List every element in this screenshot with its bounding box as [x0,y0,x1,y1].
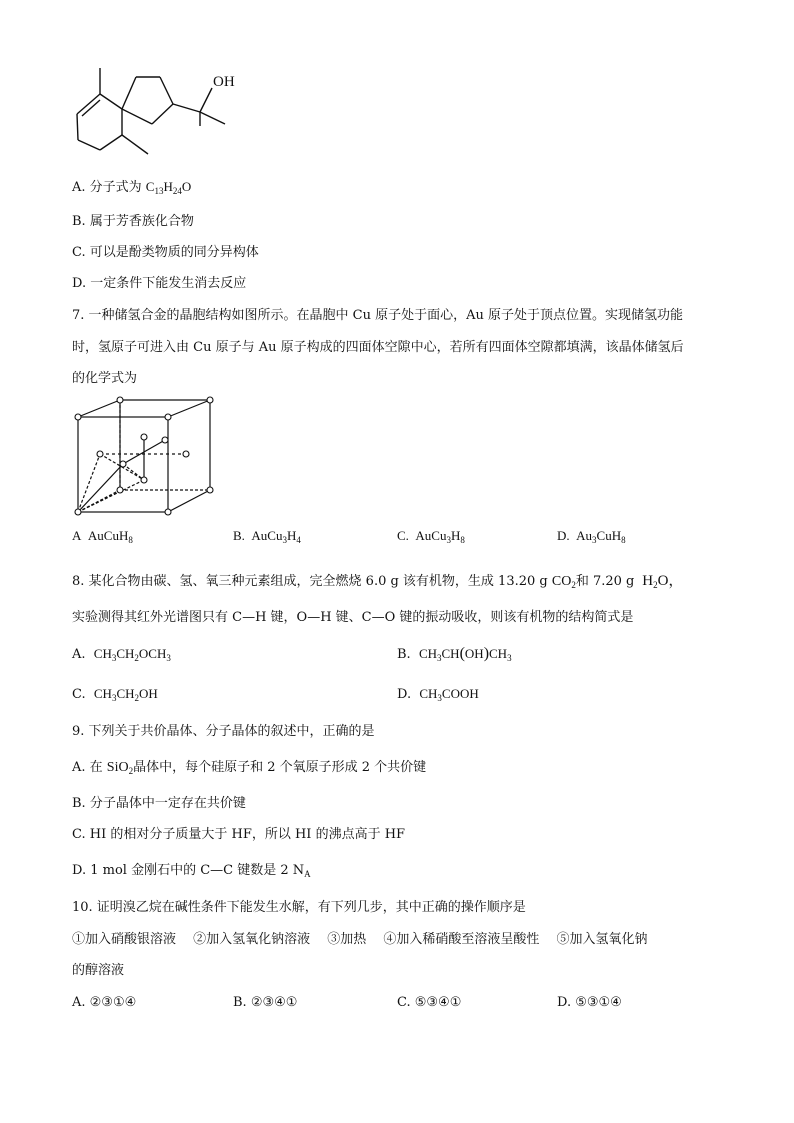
q9-option-c: C. HI 的相对分子质量大于 HF，所以 HI 的沸点高于 HF [72,827,406,842]
q6-option-b: B. 属于芳香族化合物 [72,214,194,229]
q7-stem-line1: 7. 一种储氢合金的晶胞结构如图所示。在晶胞中 Cu 原子处于面心，Au 原子处于顶点位置。实现储氢功能 [72,308,684,323]
q8-stem-line2: 实验测得其红外光谱图只有 C—H 键，O—H 键、C—O 键的振动吸收，则该有机物的结构简式是 [72,610,634,625]
crystal-cell-diagram [70,392,230,522]
q7-stem-line2: 时，氢原子可进入由 Cu 原子与 Au 原子构成的四面体空隙中心，若所有四面体空隙都填满，该晶体储氢后 [72,340,684,355]
molecule-structure [60,62,260,162]
q10-option-c: C. ⑤③④① [397,995,462,1010]
q6-option-d: D. 一定条件下能发生消去反应 [72,276,247,291]
q7-option-a: A AuCuH$_8$ [72,528,133,545]
q10-stem: 10. 证明溴乙烷在碱性条件下能发生水解，有下列几步，其中正确的操作顺序是 [72,900,526,915]
q10-option-d: D. ⑤③①④ [557,995,622,1010]
q9-option-a: A. 在 SiO$_2$晶体中，每个硅原子和 2 个氧原子形成 2 个共价键 [72,760,427,776]
q6-option-a: A. 分子式为 $C_{13}H_{24}O$ [72,179,192,196]
q8-stem-line1: 8. 某化合物由碳、氢、氧三种元素组成，完全燃烧 6.0 g 该有机物，生成 13.20 g $CO_2$和 7.20 g $H_2O$， [72,573,684,590]
q7-stem-line3: 的化学式为 [72,371,138,386]
q8-option-a: A. $CH_3CH_2OCH_3$ [72,646,171,663]
q10-steps-cont: 的醇溶液 [72,963,125,978]
oh-label: OH [213,74,235,90]
q9-stem: 9. 下列关于共价晶体、分子晶体的叙述中，正确的是 [72,724,375,739]
q10-option-b: B. ②③④① [233,995,298,1010]
q10-option-a: A. ②③①④ [72,995,137,1010]
q8-option-d: D. $CH_3COOH$ [397,686,479,703]
q7-option-d: D. $Au_3CuH_8$ [557,528,626,545]
q8-option-b: B. $CH_3CH(OH)CH_3$ [397,645,512,663]
q10-steps: ①加入硝酸银溶液 ②加入氢氧化钠溶液 ③加热 ④加入稀硝酸至溶液呈酸性 ⑤加入氢氧化钠 [72,932,648,947]
q6-option-c: C. 可以是酚类物质的同分异构体 [72,245,259,260]
q7-option-b: B. $AuCu_3H_4$ [233,528,301,545]
q9-option-d: D. 1 mol 金刚石中的 C—C 键数是 2 $N_A$ [72,863,311,879]
q7-option-c: C. $AuCu_3H_8$ [397,528,465,545]
q9-option-b: B. 分子晶体中一定存在共价键 [72,796,246,811]
q8-option-c: C. $CH_3CH_2OH$ [72,686,158,703]
